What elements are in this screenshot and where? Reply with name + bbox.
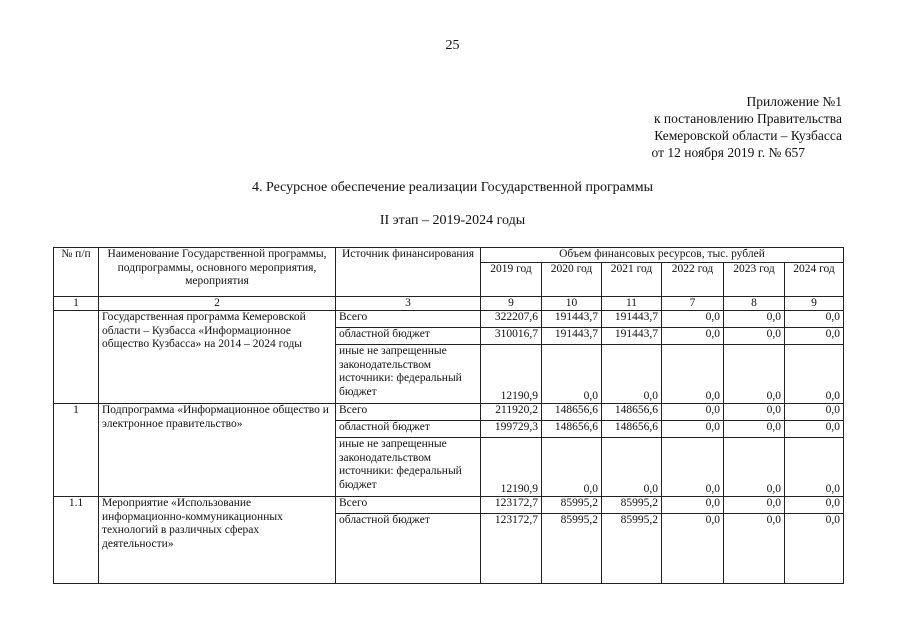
- header-year: 2019 год: [481, 262, 542, 296]
- header-name: Наименование Государственной программы, подпрограммы, основного мероприятия, мероприятия: [99, 248, 336, 297]
- value-cell: 0,0: [724, 497, 785, 514]
- value-cell: 85995,2: [542, 514, 602, 584]
- value-cell: 310016,7: [481, 328, 542, 345]
- value-cell: 0,0: [785, 345, 844, 404]
- value-cell: 211920,2: [481, 404, 542, 421]
- header-num: № п/п: [54, 248, 99, 297]
- value-cell: 0,0: [662, 421, 724, 438]
- header-year: 2021 год: [602, 262, 662, 296]
- table-row: [54, 404, 844, 421]
- funding-source: Всего: [336, 497, 481, 514]
- value-cell: 148656,6: [602, 421, 662, 438]
- header-volume: Объем финансовых ресурсов, тыс. рублей: [481, 248, 844, 263]
- stage-subheading: II этап – 2019-2024 годы: [379, 213, 526, 228]
- funding-source: Всего: [336, 311, 481, 328]
- value-cell: 85995,2: [602, 514, 662, 584]
- value-cell: 0,0: [724, 328, 785, 345]
- column-number: 7: [662, 296, 724, 311]
- table-row: [54, 497, 844, 514]
- resource-table: [53, 247, 844, 584]
- value-cell: 322207,6: [481, 311, 542, 328]
- column-number: 2: [99, 296, 336, 311]
- column-number: 1: [54, 296, 99, 311]
- column-number: 9: [785, 296, 844, 311]
- funding-source: областной бюджет: [336, 514, 481, 584]
- value-cell: 0,0: [785, 328, 844, 345]
- program-name: Мероприятие «Использование информационно-коммуникационных технологий в различных сферах деятельности»: [99, 497, 336, 584]
- value-cell: 0,0: [724, 514, 785, 584]
- value-cell: 148656,6: [542, 404, 602, 421]
- value-cell: 0,0: [602, 345, 662, 404]
- value-cell: 123172,7: [481, 514, 542, 584]
- value-cell: 0,0: [785, 404, 844, 421]
- value-cell: 0,0: [724, 404, 785, 421]
- funding-source: областной бюджет: [336, 421, 481, 438]
- value-cell: 0,0: [662, 404, 724, 421]
- column-number: 10: [542, 296, 602, 311]
- value-cell: 0,0: [785, 497, 844, 514]
- value-cell: 0,0: [662, 328, 724, 345]
- row-number: 1: [54, 404, 99, 497]
- column-number: 3: [336, 296, 481, 311]
- value-cell: 0,0: [785, 514, 844, 584]
- value-cell: 0,0: [724, 438, 785, 497]
- value-cell: 148656,6: [542, 421, 602, 438]
- row-number: [54, 311, 99, 404]
- page-number: 25: [445, 38, 460, 53]
- program-name: Государственная программа Кемеровской области – Кузбасса «Информационное общество Кузбасса» на 2014 – 2024 годы: [99, 311, 336, 404]
- column-number: 11: [602, 296, 662, 311]
- value-cell: 0,0: [602, 438, 662, 497]
- value-cell: 0,0: [785, 311, 844, 328]
- value-cell: 0,0: [724, 345, 785, 404]
- value-cell: 0,0: [662, 345, 724, 404]
- section-heading: 4. Ресурсное обеспечение реализации Государственной программы: [251, 180, 654, 195]
- value-cell: 191443,7: [602, 311, 662, 328]
- value-cell: 0,0: [662, 514, 724, 584]
- value-cell: 191443,7: [542, 311, 602, 328]
- value-cell: 12190,9: [481, 345, 542, 404]
- header-year: 2020 год: [542, 262, 602, 296]
- value-cell: 0,0: [785, 421, 844, 438]
- header-source: Источник финансирования: [336, 248, 481, 297]
- value-cell: 0,0: [662, 438, 724, 497]
- value-cell: 0,0: [785, 438, 844, 497]
- row-number: 1.1: [54, 497, 99, 584]
- value-cell: 85995,2: [542, 497, 602, 514]
- appendix-line-2: к постановлению Правительства: [653, 111, 842, 126]
- value-cell: 0,0: [724, 421, 785, 438]
- funding-source: областной бюджет: [336, 328, 481, 345]
- funding-source: иные не запрещенные законодательством источники: федеральный бюджет: [336, 345, 481, 404]
- value-cell: 0,0: [662, 311, 724, 328]
- funding-source: иные не запрещенные законодательством источники: федеральный бюджет: [336, 438, 481, 497]
- value-cell: 0,0: [724, 311, 785, 328]
- value-cell: 12190,9: [481, 438, 542, 497]
- header-year: 2023 год: [724, 262, 785, 296]
- value-cell: 0,0: [662, 497, 724, 514]
- appendix-line-4: от 12 ноября 2019 г. № 657: [651, 145, 805, 160]
- value-cell: 123172,7: [481, 497, 542, 514]
- table-row: [54, 311, 844, 328]
- appendix-line-1: Приложение №1: [746, 94, 842, 109]
- program-name: Подпрограмма «Информационное общество и электронное правительство»: [99, 404, 336, 497]
- column-number: 9: [481, 296, 542, 311]
- appendix-line-3: Кемеровской области – Кузбасса: [654, 128, 842, 143]
- header-year: 2022 год: [662, 262, 724, 296]
- value-cell: 148656,6: [602, 404, 662, 421]
- funding-source: Всего: [336, 404, 481, 421]
- value-cell: 0,0: [542, 438, 602, 497]
- value-cell: 85995,2: [602, 497, 662, 514]
- value-cell: 191443,7: [542, 328, 602, 345]
- header-year: 2024 год: [785, 262, 844, 296]
- value-cell: 191443,7: [602, 328, 662, 345]
- column-number: 8: [724, 296, 785, 311]
- value-cell: 0,0: [542, 345, 602, 404]
- value-cell: 199729,3: [481, 421, 542, 438]
